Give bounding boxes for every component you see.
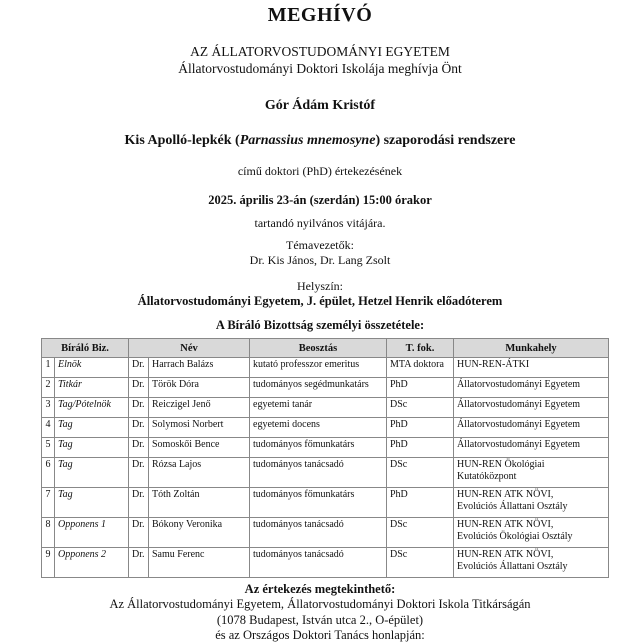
- committee-role: Tag/Pótelnök: [55, 398, 129, 418]
- row-number: 7: [42, 488, 55, 518]
- workplace-line: HUN-REN ATK NÖVI,: [457, 519, 554, 530]
- workplace-line: Állatorvostudományi Egyetem: [457, 419, 581, 430]
- committee-role: Tag: [55, 458, 129, 488]
- thesis-availability-heading: Az értekezés megtekinthető:: [244, 582, 396, 596]
- thesis-availability-line2: (1078 Budapest, István utca 2., O-épület): [216, 613, 424, 627]
- member-name: Solymosi Norbert: [149, 418, 250, 438]
- workplace-line: HUN-REN ATK NÖVI,: [457, 489, 554, 500]
- committee-role: Opponens 2: [55, 548, 129, 578]
- workplace-line: Kutatóközpont: [457, 471, 517, 482]
- workplace-line: HUN-REN-ÁTKI: [457, 359, 530, 370]
- academic-title: Dr.: [129, 518, 149, 548]
- member-workplace: [454, 458, 609, 488]
- row-number: 3: [42, 398, 55, 418]
- thesis-title-pre: Kis Apolló-lepkék (: [124, 133, 240, 148]
- member-position: tudományos tanácsadó: [250, 518, 387, 548]
- academic-title: Dr.: [129, 438, 149, 458]
- thesis-availability-line3: és az Országos Doktori Tanács honlapján:: [215, 628, 425, 642]
- member-name: Samu Ferenc: [149, 548, 250, 578]
- member-position: egyetemi tanár: [250, 398, 387, 418]
- member-name: Harrach Balázs: [149, 358, 250, 378]
- author-name: Gór Ádám Kristóf: [264, 98, 376, 113]
- workplace-line: Evolúciós Állattani Osztály: [457, 561, 568, 572]
- committee-role: Tag: [55, 438, 129, 458]
- member-name: Bókony Veronika: [149, 518, 250, 548]
- member-workplace: [454, 358, 609, 378]
- defense-text: tartandó nyilvános vitájára.: [254, 216, 386, 230]
- row-number: 1: [42, 358, 55, 378]
- supervisors-names: Dr. Kis János, Dr. Lang Zsolt: [249, 253, 391, 267]
- table-row: [42, 518, 609, 548]
- member-position: tudományos főmunkatárs: [250, 488, 387, 518]
- col-header-position: Beosztás: [250, 339, 387, 358]
- location-label: Helyszín:: [297, 279, 343, 293]
- location-value: Állatorvostudományi Egyetem, J. épület, Hetzel Henrik előadóterem: [137, 294, 503, 308]
- member-degree: DSc: [387, 548, 454, 578]
- academic-title: Dr.: [129, 488, 149, 518]
- table-row: [42, 358, 609, 378]
- member-degree: DSc: [387, 398, 454, 418]
- member-position: tudományos főmunkatárs: [250, 438, 387, 458]
- member-position: kutató professzor emeritus: [250, 358, 387, 378]
- row-number: 5: [42, 438, 55, 458]
- col-header-committee: Bíráló Biz.: [42, 339, 129, 358]
- member-degree: DSc: [387, 518, 454, 548]
- row-number: 4: [42, 418, 55, 438]
- row-number: 2: [42, 378, 55, 398]
- col-header-workplace: Munkahely: [454, 339, 609, 358]
- member-position: tudományos tanácsadó: [250, 548, 387, 578]
- member-degree: DSc: [387, 458, 454, 488]
- table-row: [42, 488, 609, 518]
- committee-heading: A Bíráló Bizottság személyi összetétele:: [215, 318, 425, 332]
- workplace-line: Evolúciós Ökológiai Osztály: [457, 531, 573, 542]
- row-number: 6: [42, 458, 55, 488]
- member-degree: PhD: [387, 438, 454, 458]
- academic-title: Dr.: [129, 358, 149, 378]
- member-workplace: [454, 438, 609, 458]
- table-row: [42, 418, 609, 438]
- academic-title: Dr.: [129, 378, 149, 398]
- table-row: [42, 438, 609, 458]
- thesis-availability-line1: Az Állatorvostudományi Egyetem, Állatorvostudományi Doktori Iskola Titkárságán: [109, 597, 531, 611]
- member-workplace: [454, 398, 609, 418]
- page-title: MEGHÍVÓ: [267, 4, 373, 26]
- committee-role: Elnök: [55, 358, 129, 378]
- academic-title: Dr.: [129, 458, 149, 488]
- workplace-line: Állatorvostudományi Egyetem: [457, 379, 581, 390]
- member-position: tudományos tanácsadó: [250, 458, 387, 488]
- table-header-row: [42, 339, 609, 358]
- workplace-line: HUN-REN Ökológiai: [457, 459, 545, 470]
- academic-title: Dr.: [129, 418, 149, 438]
- academic-title: Dr.: [129, 548, 149, 578]
- table-row: [42, 398, 609, 418]
- committee-role: Tag: [55, 418, 129, 438]
- workplace-line: Állatorvostudományi Egyetem: [457, 439, 581, 450]
- thesis-type: című doktori (PhD) értekezésének: [237, 164, 403, 178]
- member-name: Rózsa Lajos: [149, 458, 250, 488]
- supervisors-label: Témavezetők:: [286, 238, 354, 252]
- member-name: Tóth Zoltán: [149, 488, 250, 518]
- committee-table: [41, 338, 609, 578]
- organization-name: AZ ÁLLATORVOSTUDOMÁNYI EGYETEM: [190, 44, 450, 59]
- col-header-name: Név: [129, 339, 250, 358]
- workplace-line: Állatorvostudományi Egyetem: [457, 399, 581, 410]
- table-row: [42, 458, 609, 488]
- member-workplace: [454, 518, 609, 548]
- committee-role: Tag: [55, 488, 129, 518]
- member-workplace: [454, 548, 609, 578]
- row-number: 8: [42, 518, 55, 548]
- thesis-title: [0, 133, 640, 149]
- row-number: 9: [42, 548, 55, 578]
- member-degree: PhD: [387, 488, 454, 518]
- member-position: egyetemi docens: [250, 418, 387, 438]
- member-degree: MTA doktora: [387, 358, 454, 378]
- workplace-line: Evolúciós Állattani Osztály: [457, 501, 568, 512]
- member-name: Somoskői Bence: [149, 438, 250, 458]
- table-row: [42, 548, 609, 578]
- member-degree: PhD: [387, 418, 454, 438]
- member-workplace: [454, 378, 609, 398]
- member-name: Reiczigel Jenő: [149, 398, 250, 418]
- committee-role: Opponens 1: [55, 518, 129, 548]
- col-header-degree: T. fok.: [387, 339, 454, 358]
- thesis-title-latin: Parnassius mnemosyne: [239, 133, 376, 148]
- organization-subtitle: Állatorvostudományi Doktori Iskolája meghívja Önt: [178, 61, 462, 76]
- academic-title: Dr.: [129, 398, 149, 418]
- committee-role: Titkár: [55, 378, 129, 398]
- table-row: [42, 378, 609, 398]
- member-name: Török Dóra: [149, 378, 250, 398]
- member-workplace: [454, 418, 609, 438]
- member-degree: PhD: [387, 378, 454, 398]
- member-position: tudományos segédmunkatárs: [250, 378, 387, 398]
- thesis-title-post: ) szaporodási rendszere: [375, 133, 516, 148]
- defense-datetime: 2025. április 23-án (szerdán) 15:00 órakor: [208, 193, 432, 207]
- member-workplace: [454, 488, 609, 518]
- workplace-line: HUN-REN ATK NÖVI,: [457, 549, 554, 560]
